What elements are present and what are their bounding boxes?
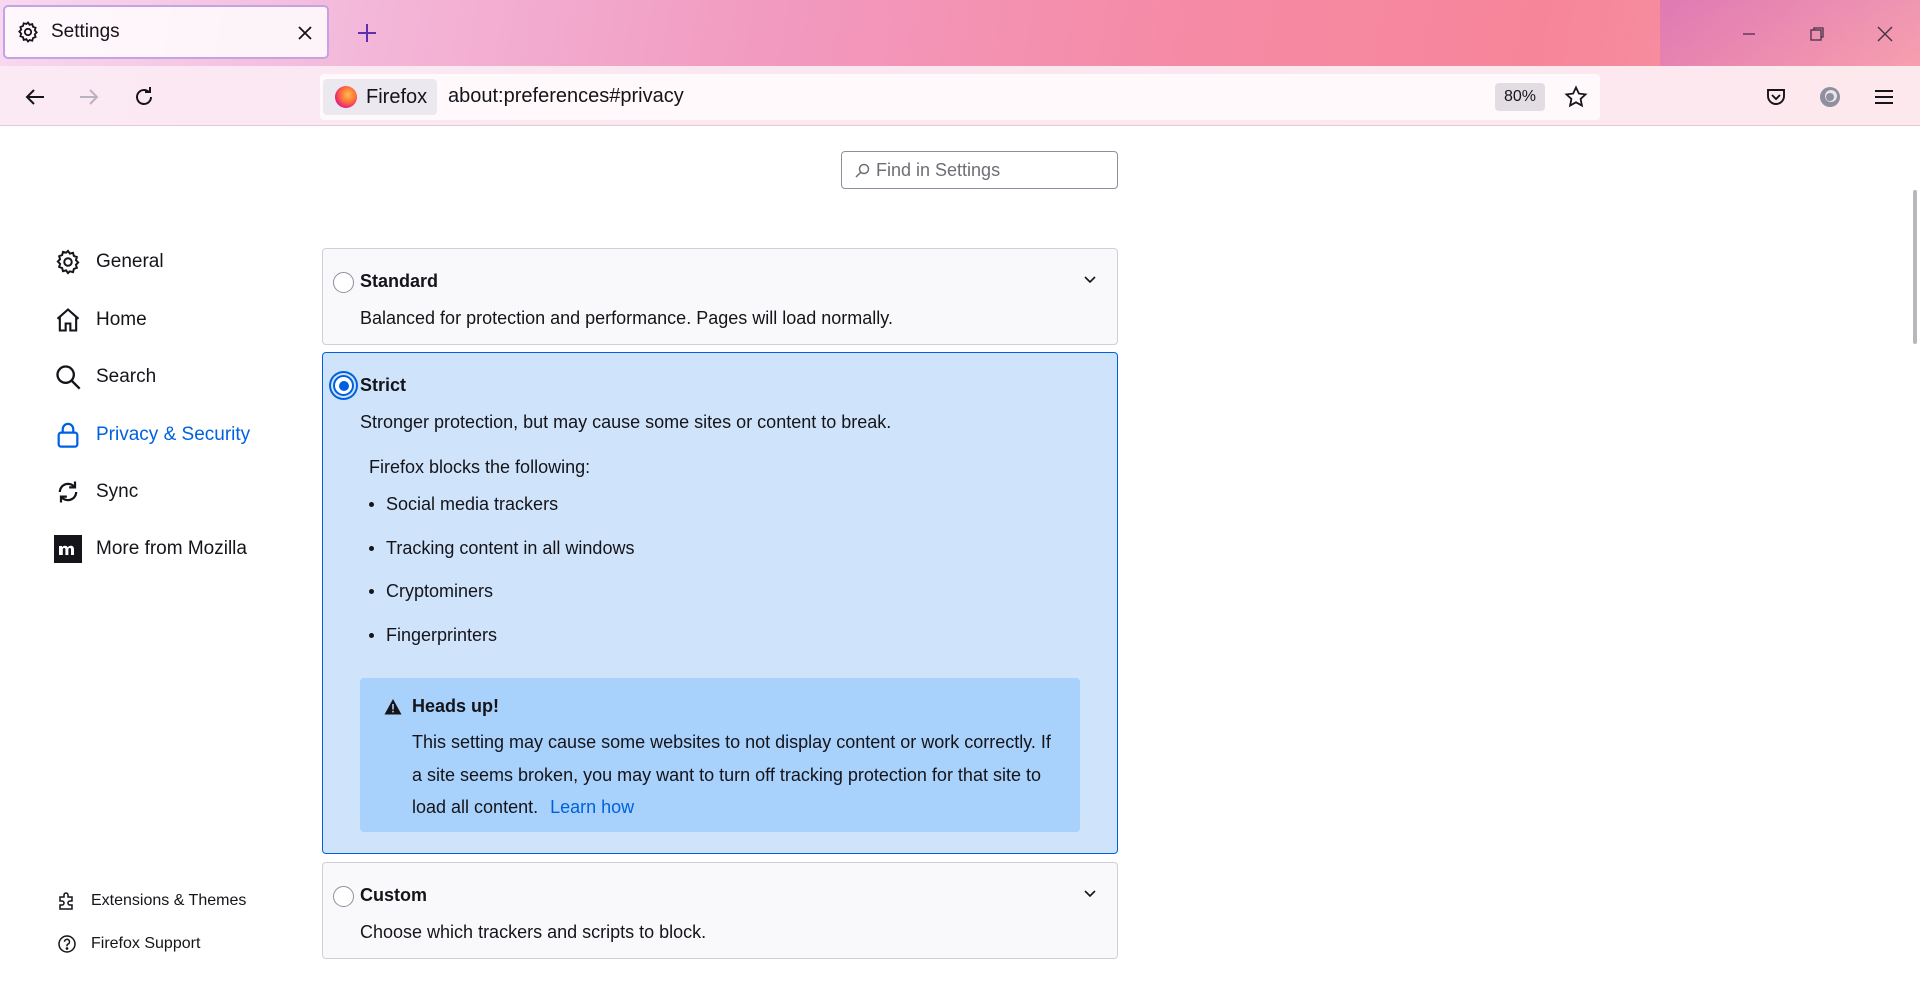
home-icon [53, 305, 83, 335]
warning-title: Heads up! [412, 696, 500, 716]
tab-settings[interactable] [3, 5, 329, 59]
warning-text: This setting may cause some websites to not display content or work correctly. If a site seems broken, you may want to turn off tracking protection for that site to load all content. [412, 732, 1051, 817]
help-icon [55, 932, 79, 956]
standard-description: Balanced for protection and performance. Pages will load normally. [360, 308, 893, 328]
search-input[interactable] [876, 160, 1106, 181]
sidebar-item-more-from-mozilla[interactable] [53, 529, 293, 569]
custom-protection-card[interactable] [322, 862, 1118, 959]
navigation-toolbar [0, 66, 1920, 126]
learn-how-link[interactable]: Learn how [550, 797, 635, 817]
strict-description: Stronger protection, but may cause some sites or content to break. [360, 412, 892, 432]
bookmark-star-icon[interactable] [1560, 81, 1592, 113]
list-item [369, 494, 558, 515]
extensions-themes-link[interactable] [55, 886, 246, 916]
standard-protection-card[interactable] [322, 248, 1118, 345]
warning-box [360, 678, 1080, 832]
gear-icon [15, 19, 41, 45]
chevron-down-icon[interactable] [1081, 270, 1099, 288]
sidebar-item-sync[interactable] [53, 472, 293, 512]
blocked-item-label: Cryptominers [386, 581, 494, 601]
close-tab-icon[interactable] [293, 21, 317, 45]
sidebar-item-label: Search [96, 366, 157, 387]
identity-box[interactable] [323, 79, 437, 115]
custom-description: Choose which trackers and scripts to block. [360, 922, 707, 942]
list-item [369, 538, 634, 559]
extensions-themes-label: Extensions & Themes [91, 892, 247, 909]
chevron-down-icon[interactable] [1081, 884, 1099, 902]
list-item [369, 625, 497, 646]
minimize-button[interactable] [1733, 18, 1765, 50]
sidebar-item-label: Sync [96, 481, 139, 502]
list-item [369, 581, 493, 602]
scrollbar-thumb[interactable] [1913, 190, 1917, 344]
title-bar [0, 0, 1920, 66]
strict-protection-card[interactable] [322, 352, 1118, 854]
blocked-item-label: Fingerprinters [386, 625, 498, 645]
identity-label: Firefox [366, 85, 428, 108]
sidebar-item-home[interactable] [53, 300, 293, 340]
firefox-support-label: Firefox Support [91, 935, 201, 952]
blocked-item-label: Social media trackers [386, 494, 559, 514]
blocked-item-label: Tracking content in all windows [386, 538, 635, 558]
tab-title: Settings [51, 21, 120, 42]
strict-radio[interactable] [333, 375, 354, 396]
custom-title: Custom [360, 885, 427, 905]
forward-button[interactable] [72, 80, 106, 114]
sidebar-item-label: Home [96, 309, 147, 330]
standard-title: Standard [360, 271, 439, 291]
standard-radio[interactable] [333, 272, 354, 293]
warning-icon [384, 698, 402, 716]
custom-radio[interactable] [333, 886, 354, 907]
blocks-title: Firefox blocks the following: [369, 457, 591, 477]
sidebar-item-label: Privacy & Security [96, 424, 251, 445]
url-bar[interactable] [320, 74, 1600, 120]
sidebar-item-label: More from Mozilla [96, 538, 247, 559]
sidebar-item-search[interactable] [53, 357, 293, 397]
back-button[interactable] [18, 80, 52, 114]
sidebar-item-label: General [96, 251, 164, 272]
warning-text-block [412, 726, 1062, 824]
account-button[interactable] [1813, 80, 1847, 114]
search-icon [53, 362, 83, 392]
firefox-support-link[interactable] [55, 929, 200, 959]
sidebar-item-privacy[interactable] [53, 415, 293, 455]
gear-icon [53, 247, 83, 277]
search-icon [854, 162, 870, 178]
app-menu-button[interactable] [1867, 80, 1901, 114]
find-in-settings[interactable] [841, 151, 1118, 189]
new-tab-button[interactable] [352, 18, 382, 48]
sync-icon [53, 477, 83, 507]
reload-button[interactable] [127, 80, 161, 114]
firefox-logo-icon [335, 86, 357, 108]
lock-icon [53, 420, 83, 450]
restore-button[interactable] [1801, 18, 1833, 50]
mozilla-icon [53, 534, 83, 564]
sidebar [0, 126, 300, 1008]
puzzle-icon [55, 889, 79, 913]
strict-title: Strict [360, 375, 407, 395]
zoom-indicator[interactable]: 80% [1495, 83, 1545, 111]
url-text[interactable]: about:preferences#privacy [448, 85, 684, 107]
close-window-button[interactable] [1869, 18, 1901, 50]
sidebar-item-general[interactable] [53, 242, 293, 282]
pocket-button[interactable] [1759, 80, 1793, 114]
